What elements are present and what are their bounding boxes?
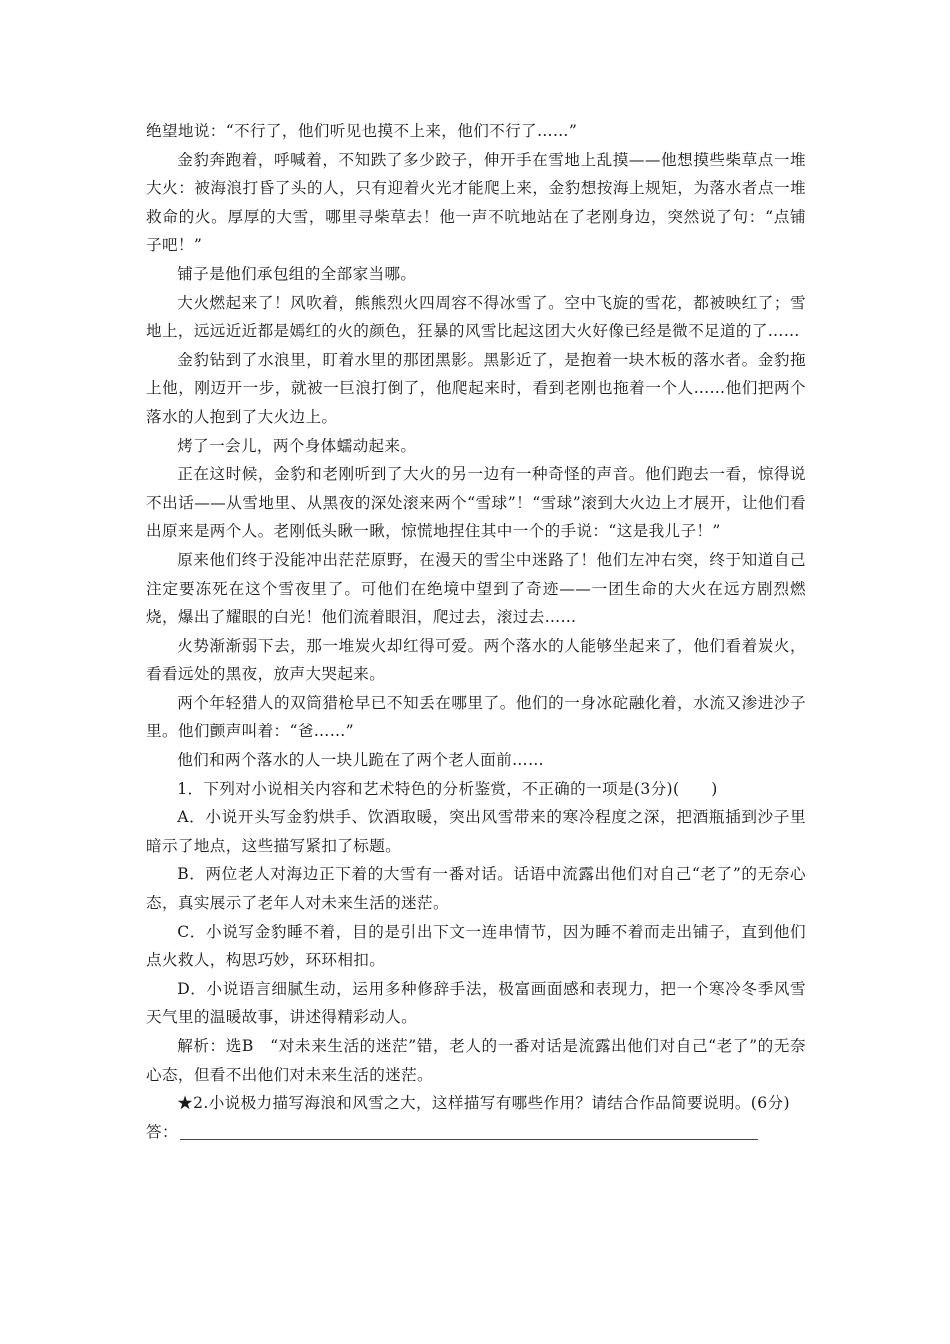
option-d: D．小说语言细腻生动，运用多种修辞手法，极富画面感和表现力，把一个寒冷冬季风雪天气里的温暖故事，讲述得精彩动人。 [146, 979, 806, 1027]
answer-row [146, 1118, 806, 1147]
paragraph-3: 铺子是他们承包组的全部家当哪。 [177, 264, 417, 283]
option-b: B．两位老人对海边正下着的大雪有一番对话。话语中流露出他们对自己“老了”的无奈心态，真实展示了老年人对未来生活的迷茫。 [146, 865, 806, 913]
document-page [146, 117, 806, 1146]
option-a: A．小说开头写金豹烘手、饮酒取暖，突出风雪带来的寒冷程度之深，把酒瓶插到沙子里暗示了地点，这些描写紧扣了标题。 [146, 808, 806, 855]
answer-label: 答： [146, 1122, 178, 1141]
question-1-analysis: 解析：选B “对未来生活的迷茫”错，老人的一番对话是流露出他们对自己“老了”的无奈心态，但看不出他们对未来生活的迷茫。 [146, 1037, 806, 1084]
question-2-stem: ★2.小说极力描写海浪和风雪之大，这样描写有哪些作用？请结合作品简要说明。(6分) [177, 1094, 790, 1113]
paragraph-4: 大火燃起来了！风吹着，熊熊烈火四周容不得冰雪了。空中飞旋的雪花，都被映红了；雪地上，远远近近都是嫣红的火的颜色，狂暴的风雪比起这团大火好像已经是微不足道的了…… [146, 293, 806, 341]
paragraph-10: 两个年轻猎人的双筒猎枪早已不知丢在哪里了。他们的一身冰砣融化着，水流又渗进沙子里。他们颤声叫着：“爸……” [146, 693, 806, 741]
answer-blank-line[interactable] [180, 1121, 758, 1140]
option-c: C．小说写金豹睡不着，目的是引出下文一连串情节，因为睡不着而走出铺子，直到他们点火救人，构思巧妙，环环相扣。 [146, 922, 806, 970]
paragraph-1: 绝望地说：“不行了，他们听见也摸不上来，他们不行了……” [146, 122, 578, 140]
paragraph-5: 金豹钻到了水浪里，盯着水里的那团黑影。黑影近了，是抱着一块木板的落水者。金豹拖上他，刚迈开一步，就被一巨浪打倒了，他爬起来时，看到老刚也拖着一个人……他们把两个落水的人抱到了大火边上。 [146, 350, 806, 426]
paragraph-9: 火势渐渐弱下去，那一堆炭火却红得可爱。两个落水的人能够坐起来了，他们看着炭火，看看远处的黑夜，放声大哭起来。 [146, 636, 806, 684]
paragraph-6: 烤了一会儿，两个身体蠕动起来。 [177, 436, 417, 455]
question-1-stem: 1．下列对小说相关内容和艺术特色的分析鉴赏，不正确的一项是(3分)( ) [177, 779, 718, 798]
paragraph-11: 他们和两个落水的人一块儿跪在了两个老人面前…… [177, 751, 544, 770]
paragraph-2: 金豹奔跑着，呼喊着，不知跌了多少跤子，伸开手在雪地上乱摸——他想摸些柴草点一堆大火：被海浪打昏了头的人，只有迎着火光才能爬上来，金豹想按海上规矩，为落水者点一堆救命的火。厚厚的大雪，哪里寻柴草去！他一声不吭地站在了老刚身边，突然说了句：“点铺子吧！” [146, 150, 806, 255]
paragraph-8: 原来他们终于没能冲出茫茫原野，在漫天的雪尘中迷路了！他们左冲右突，终于知道自己注定要冻死在这个雪夜里了。可他们在绝境中望到了奇迹——一团生命的大火在远方剧烈燃烧，爆出了耀眼的白光！他们流着眼泪，爬过去，滚过去…… [146, 550, 806, 627]
paragraph-7: 正在这时候，金豹和老刚听到了大火的另一边有一种奇怪的声音。他们跑去一看，惊得说不出话——从雪地里、从黑夜的深处滚来两个“雪球”！“雪球”滚到大火边上才展开，让他们看出原来是两个人。老刚低头瞅一瞅，惊慌地捏住其中一个的手说：“这是我儿子！” [146, 465, 806, 541]
